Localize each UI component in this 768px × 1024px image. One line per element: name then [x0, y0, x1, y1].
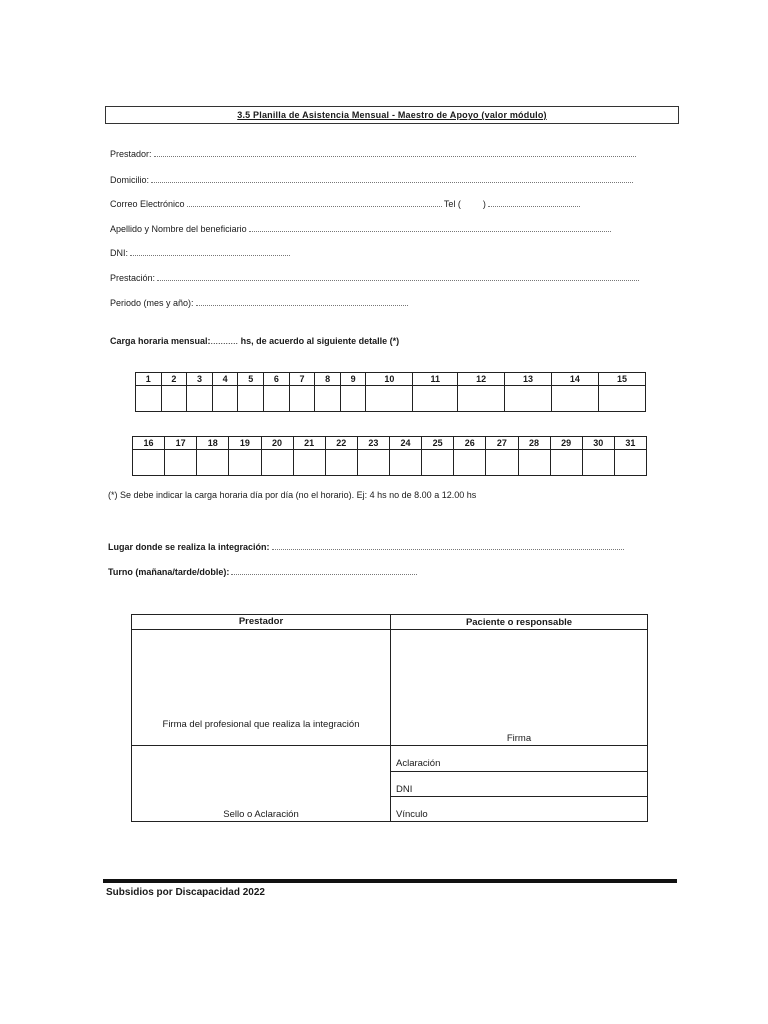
row1-hours-cell-14[interactable] [551, 386, 598, 412]
row1-day-1: 1 [136, 373, 162, 386]
blank-prestacion[interactable] [157, 272, 639, 281]
row1-hours-cell-8[interactable] [315, 386, 341, 412]
row1-hours-cell-9[interactable] [340, 386, 366, 412]
blank-turno[interactable] [231, 566, 417, 575]
row2-day-24: 24 [390, 437, 422, 450]
row1-day-6: 6 [264, 373, 290, 386]
blank-dni[interactable] [130, 247, 290, 256]
label-tel-close: ) [482, 199, 486, 209]
row1-day-13: 13 [505, 373, 552, 386]
row1-hours-cell-3[interactable] [187, 386, 213, 412]
row2-day-31: 31 [614, 437, 646, 450]
row2-hours-cell-27[interactable] [486, 450, 518, 476]
dni-label: DNI [396, 784, 413, 795]
blank-periodo[interactable] [196, 297, 408, 306]
row2-hours-cell-24[interactable] [390, 450, 422, 476]
footer-text: Subsidios por Discapacidad 2022 [106, 887, 265, 898]
field-turno[interactable] [108, 566, 417, 577]
row1-day-5: 5 [238, 373, 264, 386]
row2-day-20: 20 [261, 437, 293, 450]
carga-horaria-line [110, 336, 399, 346]
footer-rule [103, 879, 677, 883]
blank-apellido[interactable] [249, 223, 611, 232]
row1-hours-cell-5[interactable] [238, 386, 264, 412]
row2-day-21: 21 [293, 437, 325, 450]
field-prestacion[interactable] [110, 272, 639, 283]
row2-day-28: 28 [518, 437, 550, 450]
row2-hours-cell-22[interactable] [325, 450, 357, 476]
row1-day-12: 12 [458, 373, 505, 386]
row2-day-22: 22 [325, 437, 357, 450]
row1-day-4: 4 [212, 373, 238, 386]
row1-hours-cell-11[interactable] [413, 386, 458, 412]
row2-day-26: 26 [454, 437, 486, 450]
row1-hours-cell-4[interactable] [212, 386, 238, 412]
row2-day-25: 25 [422, 437, 454, 450]
row2-hours-cell-29[interactable] [550, 450, 582, 476]
row2-day-16: 16 [133, 437, 165, 450]
row2-day-30: 30 [582, 437, 614, 450]
signature-table [131, 614, 648, 822]
sello-label: Sello o Aclaración [223, 809, 299, 820]
label-domicilio: Domicilio: [110, 175, 150, 185]
row1-day-8: 8 [315, 373, 341, 386]
row1-hours-cell-15[interactable] [598, 386, 645, 412]
row2-hours-cell-31[interactable] [614, 450, 646, 476]
col-header-prestador: Prestador [238, 616, 284, 627]
row2-day-17: 17 [165, 437, 197, 450]
aclaracion-label: Aclaración [396, 758, 441, 769]
row2-hours-cell-23[interactable] [357, 450, 389, 476]
row2-hours-cell-26[interactable] [454, 450, 486, 476]
row2-day-18: 18 [197, 437, 229, 450]
row1-day-15: 15 [598, 373, 645, 386]
row2-hours-cell-18[interactable] [197, 450, 229, 476]
row1-hours-cell-2[interactable] [161, 386, 187, 412]
row1-hours-cell-1[interactable] [136, 386, 162, 412]
row1-day-2: 2 [161, 373, 187, 386]
label-lugar: Lugar donde se realiza la integración: [108, 542, 270, 552]
label-apellido: Apellido y Nombre del beneficiario [110, 224, 247, 234]
row1-day-10: 10 [366, 373, 413, 386]
blank-correo[interactable] [187, 198, 442, 207]
row1-day-3: 3 [187, 373, 213, 386]
row1-hours-cell-13[interactable] [505, 386, 552, 412]
field-lugar[interactable] [108, 541, 624, 552]
row1-day-9: 9 [340, 373, 366, 386]
field-correo[interactable] [110, 198, 580, 209]
row1-hours-cell-12[interactable] [458, 386, 505, 412]
label-prestacion: Prestación: [110, 273, 156, 283]
row2-hours-cell-25[interactable] [422, 450, 454, 476]
blank-domicilio[interactable] [151, 174, 633, 183]
row2-day-29: 29 [550, 437, 582, 450]
carga-suffix: hs, de acuerdo al siguiente detalle (*) [240, 336, 400, 346]
col-header-paciente: Paciente o responsable [465, 617, 573, 628]
row2-hours-cell-17[interactable] [165, 450, 197, 476]
row2-hours-cell-19[interactable] [229, 450, 261, 476]
days-table-1 [135, 372, 646, 412]
vinculo-label: Vínculo [396, 809, 428, 820]
row1-hours-cell-7[interactable] [289, 386, 315, 412]
firma-profesional-label: Firma del profesional que realiza la integración [162, 719, 360, 730]
blank-lugar[interactable] [272, 541, 624, 550]
field-domicilio[interactable] [110, 174, 633, 185]
row1-day-7: 7 [289, 373, 315, 386]
label-carga: Carga horaria mensual: [110, 336, 211, 346]
blank-tel[interactable] [488, 198, 580, 207]
row1-day-11: 11 [413, 373, 458, 386]
note-carga: (*) Se debe indicar la carga horaria día por día (no el horario). Ej: 4 hs no de 8.00 a 12.00 hs [108, 490, 477, 500]
row2-day-23: 23 [357, 437, 389, 450]
label-prestador: Prestador: [110, 149, 152, 159]
label-dni: DNI: [110, 248, 128, 258]
firma-label: Firma [506, 733, 532, 744]
label-turno: Turno (mañana/tarde/doble): [108, 567, 230, 577]
row2-hours-cell-30[interactable] [582, 450, 614, 476]
row2-hours-cell-28[interactable] [518, 450, 550, 476]
label-periodo: Periodo (mes y año): [110, 298, 194, 308]
form-title: 3.5 Planilla de Asistencia Mensual - Maestro de Apoyo (valor módulo) [237, 110, 547, 120]
field-prestador[interactable] [110, 148, 636, 159]
row2-day-19: 19 [229, 437, 261, 450]
field-apellido[interactable] [110, 223, 611, 234]
field-dni[interactable] [110, 247, 290, 258]
form-title-box [105, 106, 679, 124]
row1-hours-cell-6[interactable] [264, 386, 290, 412]
row2-hours-cell-21[interactable] [293, 450, 325, 476]
blank-carga[interactable]: ........... [210, 336, 239, 346]
row2-day-27: 27 [486, 437, 518, 450]
row1-hours-cell-10[interactable] [366, 386, 413, 412]
label-tel: Tel ( [443, 199, 461, 209]
days-table-2 [132, 436, 647, 476]
row2-hours-cell-16[interactable] [133, 450, 165, 476]
row2-hours-cell-20[interactable] [261, 450, 293, 476]
row1-day-14: 14 [551, 373, 598, 386]
label-correo: Correo Electrónico [110, 199, 185, 209]
blank-prestador[interactable] [154, 148, 636, 157]
field-periodo[interactable] [110, 297, 408, 308]
